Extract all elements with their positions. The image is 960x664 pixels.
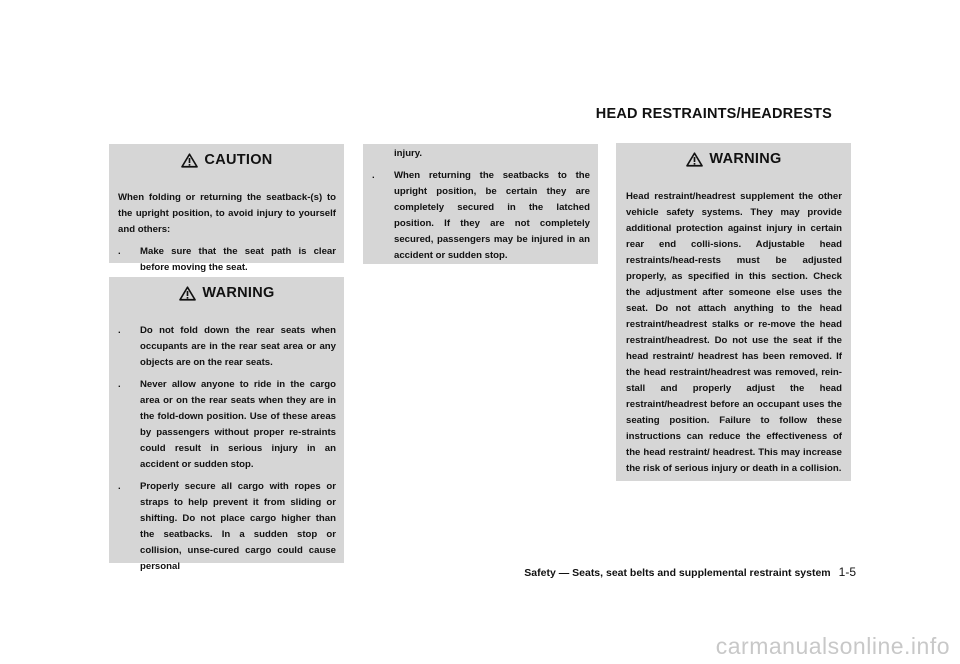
warning-triangle-icon [686,152,703,167]
caution-heading: CAUTION [204,152,273,168]
bullet-marker: . [372,170,375,181]
warning-bullet [118,323,336,371]
footer-chapter: Safety — Seats, seat belts and supplemental restraint system [524,567,831,579]
section-title: HEAD RESTRAINTS/HEADRESTS [595,106,832,122]
warning-bullet-text: Never allow anyone to ride in the cargo area or on the rear seats when they are in the fold-down position. Use of these areas by passengers without proper re-straints could result in serious injury in an accident or sudden stop. [140,379,336,470]
warning-bullet-text: Do not fold down the rear seats when occupants are in the rear seat area or any objects are on the rear seats. [140,325,336,368]
bullet-marker: . [118,379,121,390]
warning-bullet-text: Properly secure all cargo with ropes or straps to help prevent it from sliding or shifting. Do not place cargo higher than the seatbacks. In a sudden stop or collision, unse-cured cargo could cause personal [140,481,336,572]
warning-triangle-icon [179,286,196,301]
caution-bullet-text: Make sure that the seat path is clear before moving the seat. [140,246,336,273]
bullet-marker: . [118,481,121,492]
continuation-text: injury. [394,148,423,159]
warning-triangle-icon [181,153,198,168]
caution-box [109,144,344,273]
warning-bullet [118,479,336,575]
watermark: carmanualsonline.info [715,633,950,659]
caution-bullet [118,244,336,276]
warning-heading: WARNING [202,285,275,301]
caution-header [118,144,336,176]
caution-intro: When folding or returning the seatback-(s) to the upright position, to avoid injury to yourself and others: [118,192,336,235]
warning-heading: WARNING [709,151,782,167]
warning-box-head-restraints [616,143,851,481]
warning-text: Head restraint/headrest supplement the other vehicle safety systems. They may provide additional protection against injury in certain rear end colli-sions. Adjustable head restraints/head-rests must be adjusted properly, as specified in this section. Check the adjustment after someone else uses the seat. Do not attach anything to the head restraint/headrest stalks or re-move the head restraint/headrest. Do not use the seat if the head restraint/ headrest has been removed. If the head restraint/headrest was removed, rein-stall and properly adjust the head restraint/headrest before an occupant uses the seating position. Failure to follow these instructions can reduce the effectiveness of the head restraint/ headrest. This may increase the risk of serious injury or death in a collision. [626,191,842,474]
warning-header [626,143,842,175]
warning-box-seats-continued [363,144,598,264]
warning-header [118,277,336,309]
warning-bullet-text: When returning the seatbacks to the upright position, be certain they are completely secured in the latched position. If they are not completely secured, passengers may be injured in an accident or sudden stop. [394,170,590,261]
warning-bullet [118,377,336,473]
warning-bullet [372,168,590,264]
page-footer [524,565,856,579]
warning-box-seats [109,277,344,572]
page-number: 1-5 [838,565,856,579]
bullet-marker: . [118,246,121,257]
bullet-marker: . [118,325,121,336]
